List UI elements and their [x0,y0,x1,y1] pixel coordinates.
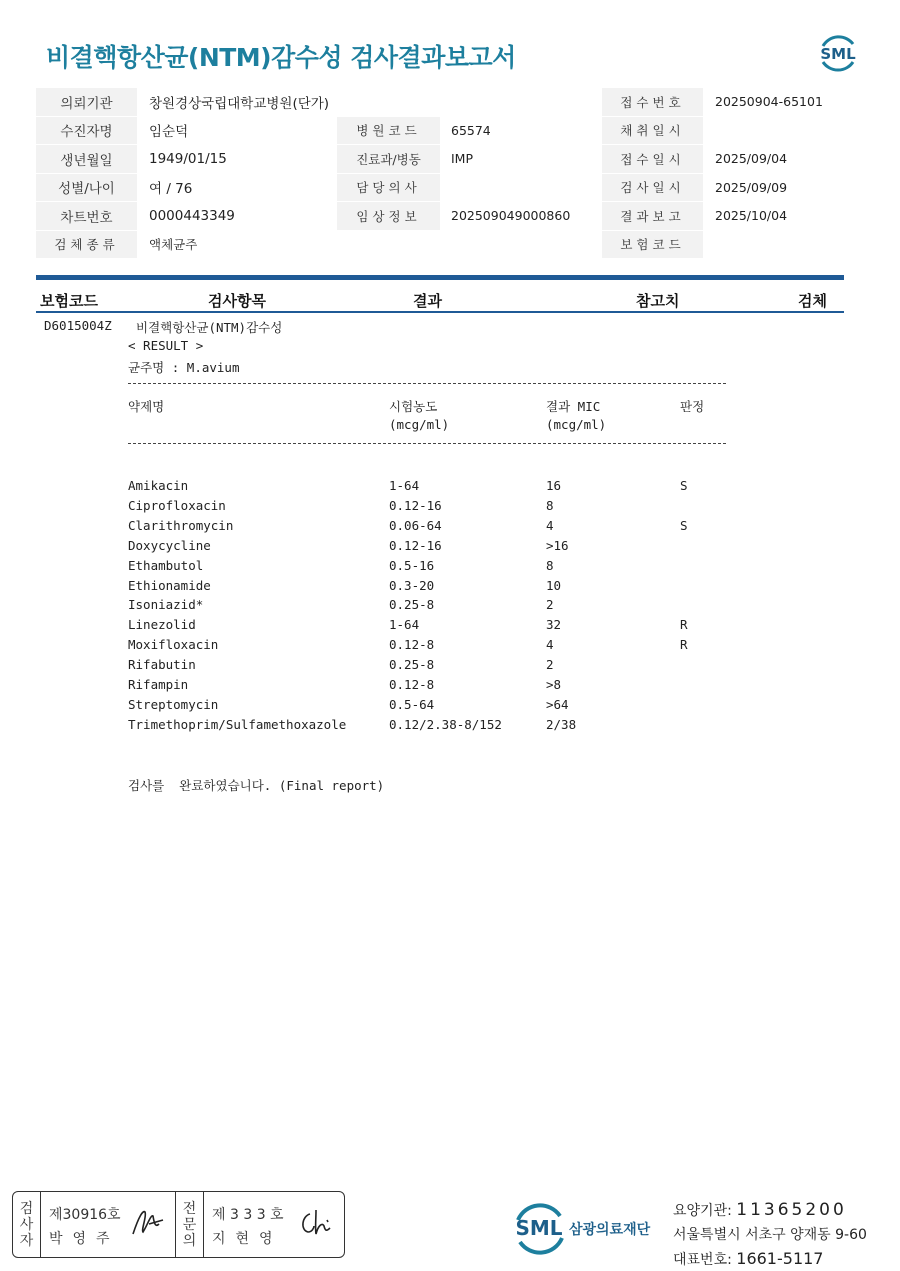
drug-row [0,578,900,598]
drug-mic: 16 [546,478,562,493]
drug-test-range: 0.12-8 [389,637,435,653]
label-department: 진료과/병동 [337,145,440,173]
drug-name: Linezolid [128,617,196,633]
drug-interpretation: S [680,517,688,533]
organism-line: 균주명 : M.avium [128,360,240,375]
column-header-reference: 참고치 [636,292,680,310]
column-header-result: 결과 [413,292,442,310]
drug-name: Trimethoprim/Sulfamethoxazole [128,716,347,732]
drug-test-range: 0.5-64 [389,696,435,712]
label-collection-date: 채취일시 [602,117,703,145]
specialist-name: 지현영 [212,1231,283,1247]
drug-test-range: 0.12-16 [389,537,442,553]
drug-row [0,478,900,498]
value-requesting-institution: 창원경상국립대학교병원(단가) [149,95,330,112]
label-birth-date: 생년월일 [36,145,137,173]
value-test-date: 2025/09/09 [715,179,788,195]
specialist-cell [204,1192,344,1257]
drug-row [0,697,900,717]
drug-mic: 4 [546,517,554,533]
label-chart-number: 차트번호 [36,202,137,230]
info-row [36,145,864,174]
label-clinical-info: 임상정보 [337,202,440,230]
col-drug-name: 약제명 [128,399,165,414]
value-chart-number: 0000443349 [149,207,235,224]
agency-number: 11365200 [736,1200,847,1220]
svg-text:SML: SML [820,45,856,63]
examiner-label: 검 사 자 [13,1192,41,1257]
drug-mic: 4 [546,637,554,653]
drug-row [0,558,900,578]
value-receipt-date: 2025/09/04 [715,151,788,167]
column-header-specimen: 검체 [798,292,827,310]
drug-row [0,717,900,737]
label-patient-name: 수진자명 [36,117,137,145]
label-attending-physician: 담당의사 [337,174,440,202]
sml-logo-icon [815,30,861,76]
label-receipt-date: 접수일시 [602,145,703,173]
label-specimen-type: 검체종류 [36,231,137,259]
value-sex-age: 여 / 76 [149,181,193,198]
test-code: D6015004Z [44,318,112,333]
label-hospital-code: 병원코드 [337,117,440,145]
final-report-note: 검사를 완료하였습니다. (Final report) [128,778,385,793]
examiner-license-number: 제30916호 [49,1207,121,1223]
col-interpretation: 판정 [680,399,705,414]
drug-row [0,617,900,637]
drug-name: Ethionamide [128,577,211,593]
specialist-license-number: 제 3 3 3 호 [212,1207,284,1223]
phone-line: 대표번호: 1661-5117 [673,1249,824,1268]
col-mic-unit: (mcg/ml) [546,417,607,432]
label-insurance-code: 보험코드 [602,231,703,259]
col-mic: 결과 MIC [546,399,601,414]
examiner-name: 박영주 [49,1231,120,1247]
drug-interpretation: S [680,478,688,493]
examiner-signature-icon [129,1206,167,1240]
drug-mic: 2 [546,597,554,613]
label-report-date: 결과보고 [602,202,703,230]
agency-line: 요양기관: 11365200 [673,1200,847,1220]
column-header-insurance-code: 보험코드 [40,292,98,310]
specialist-signature-icon [296,1206,336,1240]
label-receipt-number: 접수번호 [602,88,703,116]
drug-mic: 32 [546,617,562,633]
value-clinical-info: 202509049000860 [451,208,571,224]
drug-mic: 8 [546,497,554,513]
drug-test-range: 1-64 [389,478,420,493]
footer-info [673,1198,867,1271]
value-collection-date [703,117,864,145]
value-hospital-code: 65574 [451,122,491,138]
info-row [36,88,864,117]
drug-test-range: 0.12/2.38-8/152 [389,716,502,732]
drug-name: Ethambutol [128,557,204,573]
report-title: 비결핵항산균(NTM)감수성 검사결과보고서 [46,43,516,72]
value-receipt-number: 20250904-65101 [715,94,823,110]
address-line: 서울특별시 서초구 양재동 9-60 [673,1227,867,1243]
drug-interpretation: R [680,637,688,653]
label-requesting-institution: 의뢰기관 [36,88,137,116]
drug-mic: >8 [546,677,562,692]
phone-number: 1661-5117 [736,1249,824,1268]
drug-test-range: 0.12-16 [389,497,442,513]
info-row [36,231,864,260]
value-patient-name: 임순덕 [149,124,189,141]
patient-info-table [36,88,864,259]
drug-name: Amikacin [128,478,189,493]
value-birth-date: 1949/01/15 [149,150,227,167]
value-report-date: 2025/10/04 [715,208,788,224]
drug-mic: 10 [546,577,562,593]
label-test-date: 검사일시 [602,174,703,202]
drug-name: Ciprofloxacin [128,497,226,513]
drug-row [0,657,900,677]
info-row [36,202,864,231]
drug-test-range: 0.3-20 [389,577,435,593]
info-row [36,117,864,146]
label-sex-age: 성별/나이 [36,174,137,202]
drug-test-range: 0.5-16 [389,557,435,573]
value-insurance-code [703,231,864,259]
specialist-label: 전 문 의 [176,1192,204,1257]
info-row [36,174,864,203]
drug-test-range: 0.25-8 [389,597,435,613]
drug-test-range: 0.06-64 [389,517,442,533]
drug-mic: 2 [546,657,554,673]
drug-test-range: 0.25-8 [389,657,435,673]
header-underline [36,311,844,313]
examiner-cell [41,1192,176,1257]
drug-name: Rifampin [128,677,189,692]
dashed-separator [128,443,726,444]
drug-name: Streptomycin [128,696,219,712]
value-attending-physician [440,174,602,202]
sml-footer-logo-icon [510,1198,570,1258]
result-tag: < RESULT > [128,338,204,353]
drug-test-range: 0.12-8 [389,677,435,692]
test-name: 비결핵항산균(NTM)감수성 [136,320,283,335]
drug-mic: 8 [546,557,554,573]
drug-name: Moxifloxacin [128,637,219,653]
svg-text:SML: SML [515,1216,563,1240]
drug-name: Doxycycline [128,537,211,553]
drug-row [0,637,900,657]
value-specimen-type: 액체균주 [149,237,198,253]
column-header-test-item: 검사항목 [208,292,266,310]
header-rule [36,275,844,280]
drug-mic: >16 [546,537,569,553]
dashed-separator [128,383,726,384]
drug-name: Isoniazid* [128,597,204,613]
drug-row [0,538,900,558]
drug-row [0,677,900,697]
drug-name: Rifabutin [128,657,196,673]
drug-mic: >64 [546,696,569,712]
drug-row [0,518,900,538]
col-test-range: 시험농도 [389,399,438,414]
drug-test-range: 1-64 [389,617,420,633]
value-department: IMP [451,151,474,167]
drug-row [0,498,900,518]
signature-box [12,1191,345,1258]
col-test-range-unit: (mcg/ml) [389,417,450,432]
drug-name: Clarithromycin [128,517,234,533]
drug-row [0,597,900,617]
drug-interpretation: R [680,617,688,633]
foundation-name: 삼광의료재단 [569,1222,651,1238]
drug-mic: 2/38 [546,716,577,732]
